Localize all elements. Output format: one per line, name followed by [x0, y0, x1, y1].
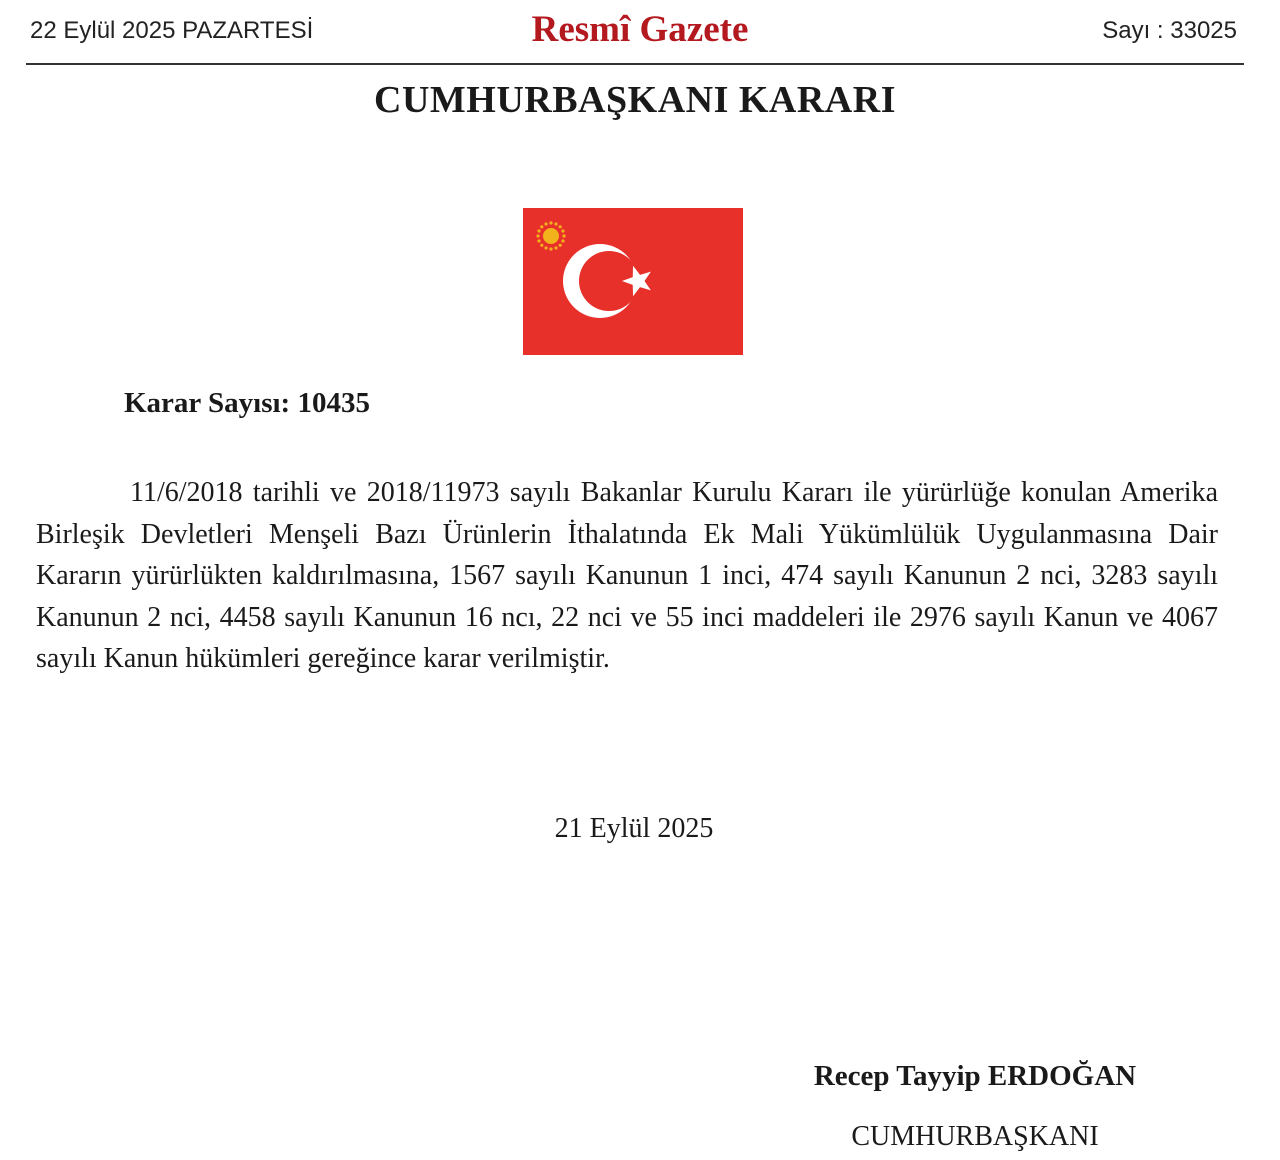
- sun-ray: [537, 229, 540, 232]
- decision-body-text: 11/6/2018 tarihli ve 2018/11973 sayılı Bakanlar Kurulu Kararı ile yürürlüğe konulan Amerika Birleşik Devletleri Menşeli Bazı Ürünlerin İthalatında Ek Mali Yükümlülük Uygulanmasına Dair Kararın yürürlükten kaldırılmasına, 1567 sayılı Kanunun 1 inci, 474 sayılı Kanunun 2 nci, 3283 sayılı Kanunun 2 nci, 4458 sayılı Kanunun 16 ncı, 22 nci ve 55 inci maddeleri ile 2976 sayılı Kanun ve 4067 sayılı Kanun hükümleri gereğince karar verilmiştir.: [36, 477, 1218, 674]
- signatory-name: Recep Tayyip ERDOĞAN: [813, 1060, 1137, 1092]
- sun-ray: [540, 244, 543, 247]
- gazette-header: [0, 0, 1280, 66]
- gazette-masthead-title: Resmî Gazete: [531, 9, 749, 50]
- sun-ray: [559, 225, 562, 228]
- sun-ray: [554, 222, 557, 225]
- sun-ray: [544, 222, 547, 225]
- sun-ray: [544, 246, 547, 249]
- sun-ray: [561, 239, 564, 242]
- signatory-title: CUMHURBAŞKANI: [851, 1121, 1099, 1152]
- sun-ray: [549, 221, 552, 224]
- decision-number: Karar Sayısı: 10435: [124, 387, 370, 419]
- sun-ray: [549, 247, 552, 250]
- flag-graphic: [523, 208, 743, 355]
- sun-ray: [536, 234, 539, 237]
- sun-ray: [540, 225, 543, 228]
- sun-ray: [561, 229, 564, 232]
- decision-date: 21 Eylül 2025: [554, 813, 714, 844]
- sun-ray: [559, 244, 562, 247]
- sun-ray: [537, 239, 540, 242]
- turkish-flag-icon: [523, 208, 743, 355]
- header-divider: [26, 63, 1244, 65]
- document-heading: CUMHURBAŞKANI KARARI: [374, 79, 896, 121]
- sun-ray: [562, 234, 565, 237]
- issue-number: Sayı : 33025: [1102, 17, 1237, 44]
- issue-date: 22 Eylül 2025 PAZARTESİ: [30, 17, 314, 44]
- sun-ray: [554, 246, 557, 249]
